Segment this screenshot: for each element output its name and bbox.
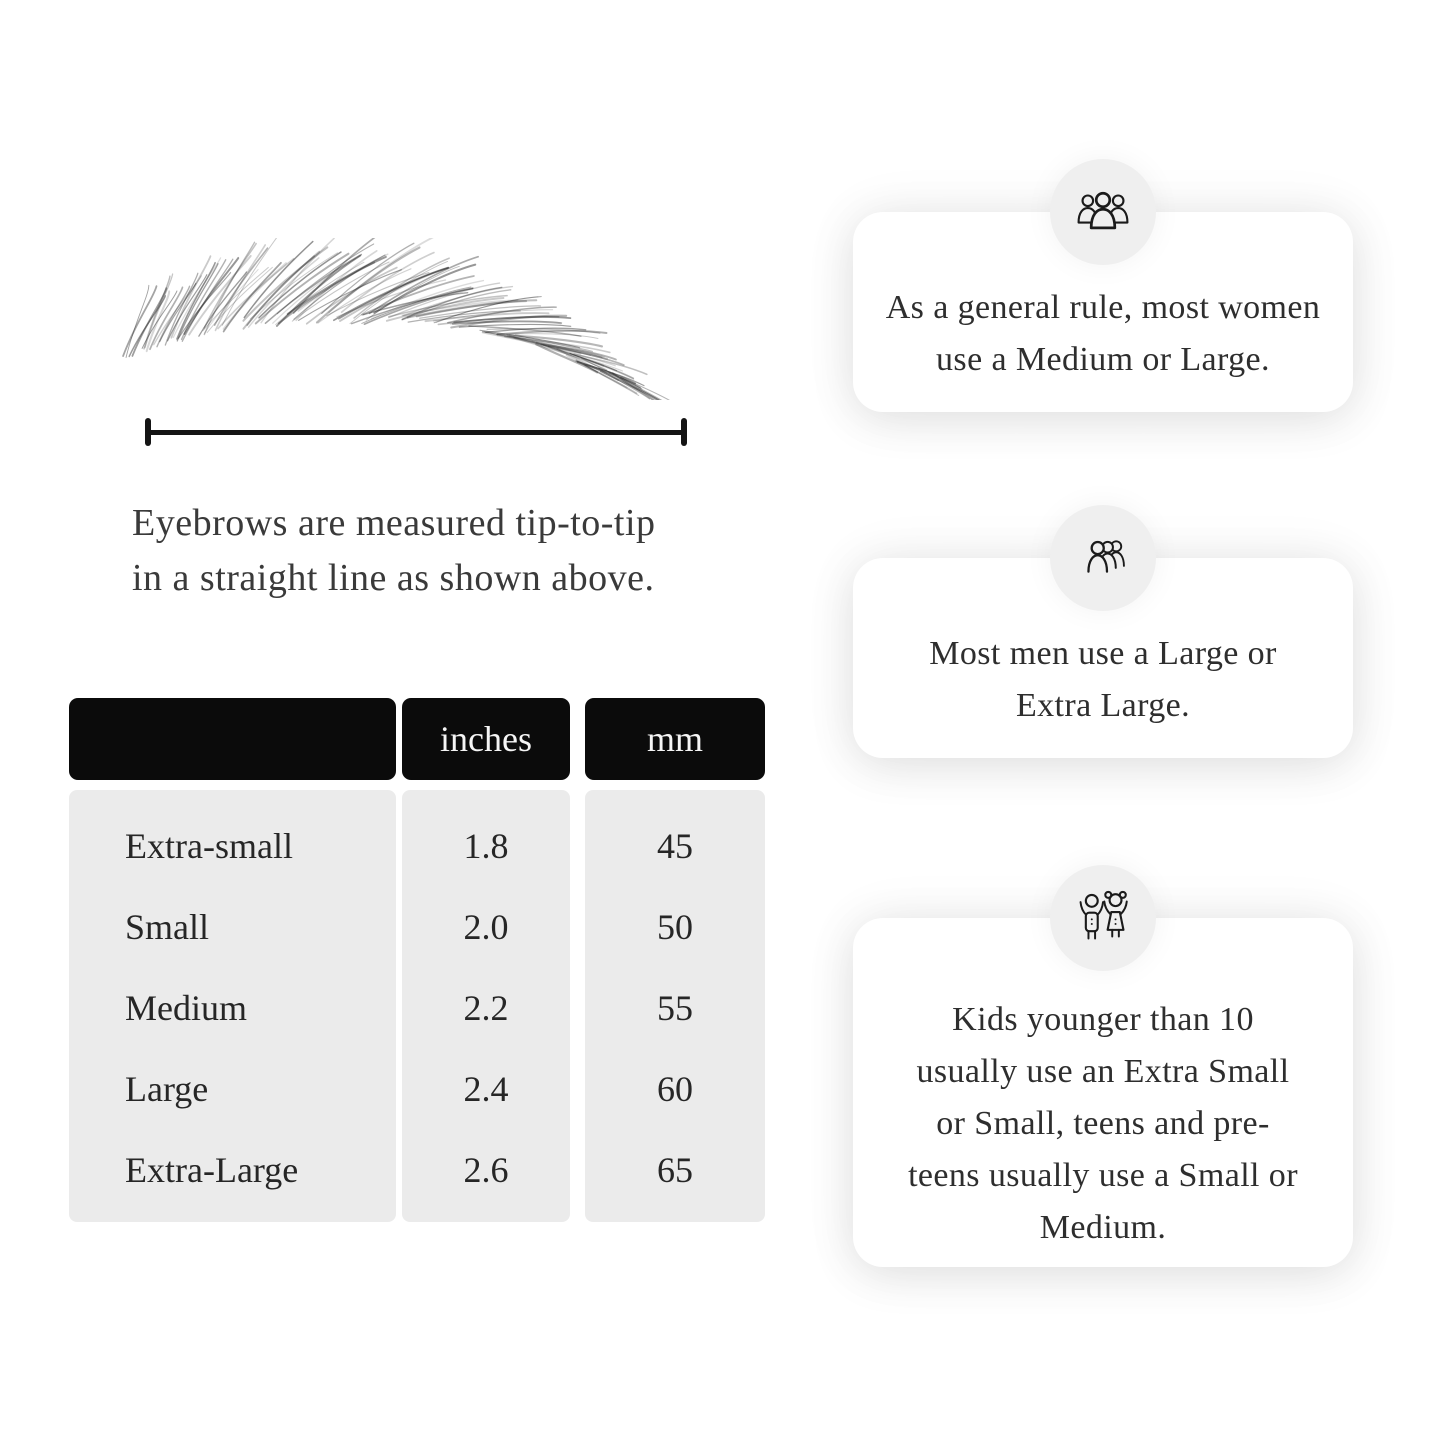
table-cell-mm-2: 55 xyxy=(657,987,693,1028)
caption-line-1: Eyebrows are measured tip-to-tip xyxy=(132,502,656,544)
card-women xyxy=(853,212,1353,412)
table-cell-mm-3: 60 xyxy=(657,1068,693,1109)
card-kids xyxy=(853,918,1353,1267)
card-men xyxy=(853,558,1353,758)
table-column-mm xyxy=(585,790,765,1222)
table-cell-size-3: Large xyxy=(125,1068,209,1109)
women-group-icon xyxy=(1070,179,1136,245)
table-cell-size-2: Medium xyxy=(125,987,247,1028)
card-women-text: As a general rule, most women use a Medium or Large. xyxy=(885,289,1321,378)
table-cell-size-1: Small xyxy=(125,906,210,947)
table-cell-inches-0: 1.8 xyxy=(463,825,509,866)
table-header-size-column xyxy=(69,698,396,780)
table-cell-mm-0: 45 xyxy=(657,825,693,866)
measurement-ruler xyxy=(145,418,687,446)
table-cell-size-0: Extra-small xyxy=(125,825,293,866)
table-column-size-labels xyxy=(69,790,396,1222)
table-cell-inches-2: 2.2 xyxy=(463,987,509,1028)
table-column-inches xyxy=(402,790,570,1222)
table-cell-inches-4: 2.6 xyxy=(463,1149,509,1190)
measurement-caption xyxy=(132,496,732,606)
eyebrow-drawing-svg xyxy=(110,238,702,400)
men-group-icon xyxy=(1070,525,1136,591)
table-cell-inches-3: 2.4 xyxy=(463,1068,509,1109)
eyebrow-illustration xyxy=(110,238,702,400)
table-cell-inches-1: 2.0 xyxy=(463,906,509,947)
card-kids-text: Kids younger than 10 usually use an Extra Small or Small, teens and pre-teens usually use a Small or Medium. xyxy=(908,1000,1298,1246)
table-cell-mm-4: 65 xyxy=(657,1149,693,1190)
card-men-text: Most men use a Large or Extra Large. xyxy=(929,635,1277,724)
caption-line-2: in a straight line as shown above. xyxy=(132,557,655,599)
table-header-mm: mm xyxy=(585,698,765,780)
men-icon-circle xyxy=(1050,505,1156,611)
table-cell-mm-1: 50 xyxy=(657,906,693,947)
table-header-inches: inches xyxy=(402,698,570,780)
table-cell-size-4: Extra-Large xyxy=(125,1149,299,1190)
kids-icon xyxy=(1070,885,1136,951)
women-icon-circle xyxy=(1050,159,1156,265)
kids-icon-circle xyxy=(1050,865,1156,971)
